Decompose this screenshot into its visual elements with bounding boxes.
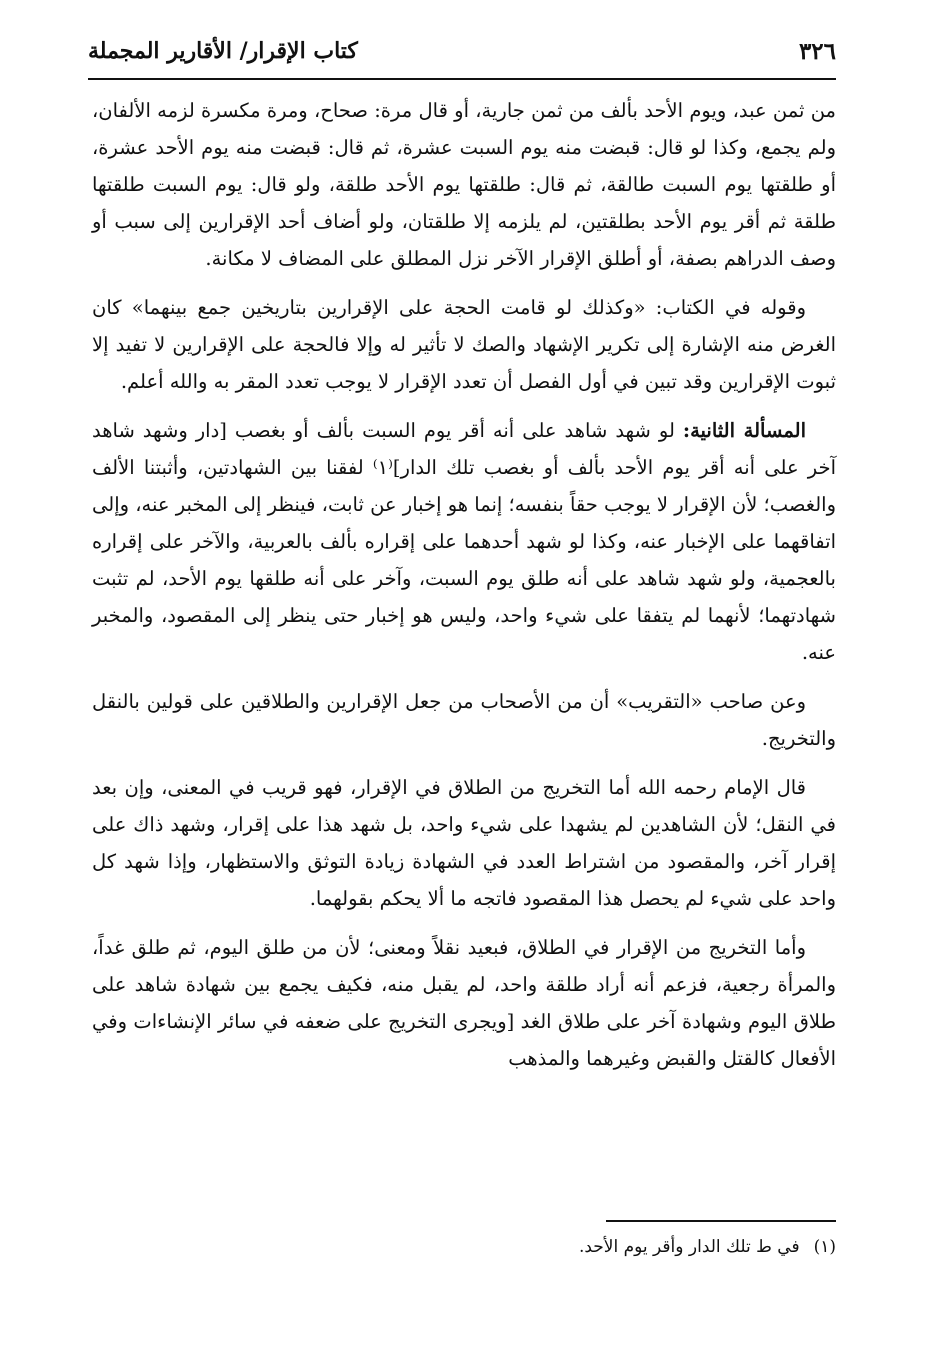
paragraph: المسألة الثانية: لو شهد شاهد على أنه أقر يوم السبت بألف أو بغصب [دار وشهد شاهد آخر على أنه أقر يوم الأحد بألف أو بغصب تلك الدار]⁽١⁾ لفقنا بين الشهادتين، وأثبتنا الألف والغصب؛ لأن الإقرار لا يوجب حقاً بنفسه؛ إنما هو إخبار عن ثابت، فينظر إلى المخبر عنه، وإلى اتفاقهما على الإخبار عنه، وكذا لو شهد أحدهما على إقراره بألف بالعربية، والآخر على إقراره بالعجمية، ولو شهد شاهد على أنه طلق يوم السبت، وآخر على أنه طلقها يوم الأحد، لم تثبت شهادتهما؛ لأنهما لم يتفقا على شيء واحد، وليس هو إخبار حتى ينظر إلى المقصود، والمخبر عنه. [92, 419, 836, 664]
running-title: كتاب الإقرار/ الأقارير المجملة [88, 38, 358, 64]
footnote-text: في ط تلك الدار وأقر يوم الأحد. [578, 1237, 800, 1257]
paragraph: وأما التخريج من الإقرار في الطلاق، فبعيد نقلاً ومعنى؛ لأن من طلق اليوم، ثم طلق غداً، والمرأة رجعية، فزعم أنه أراد طلقة واحد، لم يقبل منه، فكيف يجمع بين شهادة شاهد على طلاق اليوم وشهادة آخر على طلاق الغد [ويجرى التخريج على ضعفه في سائر الإنشاءات وفي الأفعال كالقتل والقبض وغيرهما والمذهب [92, 936, 836, 1070]
issue-heading: المسألة الثانية: [682, 419, 806, 442]
page-number: ٣٢٦ [798, 38, 836, 65]
paragraph: وعن صاحب «التقريب» أن من الأصحاب من جعل الإقرارين والطلاقين على قولين بالنقل والتخريج. [92, 690, 836, 750]
paragraph: من ثمن عبد، ويوم الأحد بألف من ثمن جارية، أو قال مرة: صحاح، ومرة مكسرة لزمه الألفان، ولم يجمع، وكذا لو قال: قبضت منه يوم السبت عشرة، ثم قال: قبضت منه يوم الأحد عشرة، أو طلقتها يوم السبت طالقة، ثم قال: طلقتها يوم الأحد طلقة، ولو قال: يوم السبت طلقتها طلقة ثم أقر يوم الأحد بطلقتين، لم يلزمه إلا طلقتان، ولو أضاف أحد الإقرارين إلى سبب أو وصف الدراهم بصفة، أو أطلق الإقرار الآخر نزل المطلق على المضاف لا مكانة. [92, 99, 836, 270]
body-text [92, 92, 836, 1089]
paragraph: وقوله في الكتاب: «وكذلك لو قامت الحجة على الإقرارين بتاريخين جمع بينهما» كان الغرض منه الإشارة إلى تكرير الإشهاد والصك لا تأثير له وإلا فالحجة على الإقرارين لا تفيد إلا ثبوت الإقرارين وقد تبين في أول الفصل أن تعدد الإقرار لا يوجب تعدد المقر به والله أعلم. [92, 296, 836, 393]
footnote-separator [606, 1220, 836, 1222]
page-header [88, 28, 836, 80]
paragraph: قال الإمام رحمه الله أما التخريج من الطلاق في الإقرار، فهو قريب في المعنى، وإن بعد في النقل؛ لأن الشاهدين لم يشهدا على شيء واحد، بل شهد هذا على إقرار، وشهد ذاك على إقرار آخر، والمقصود من اشتراط العدد في الشهادة زيادة التوثق والاستظهار، وإذا شهد كل واحد على شيء لم يحصل هذا المقصود فاتجه ما ألا يحكم بقولهما. [92, 776, 836, 910]
footnote [92, 1232, 836, 1262]
footnote-number: (١) [813, 1237, 836, 1257]
